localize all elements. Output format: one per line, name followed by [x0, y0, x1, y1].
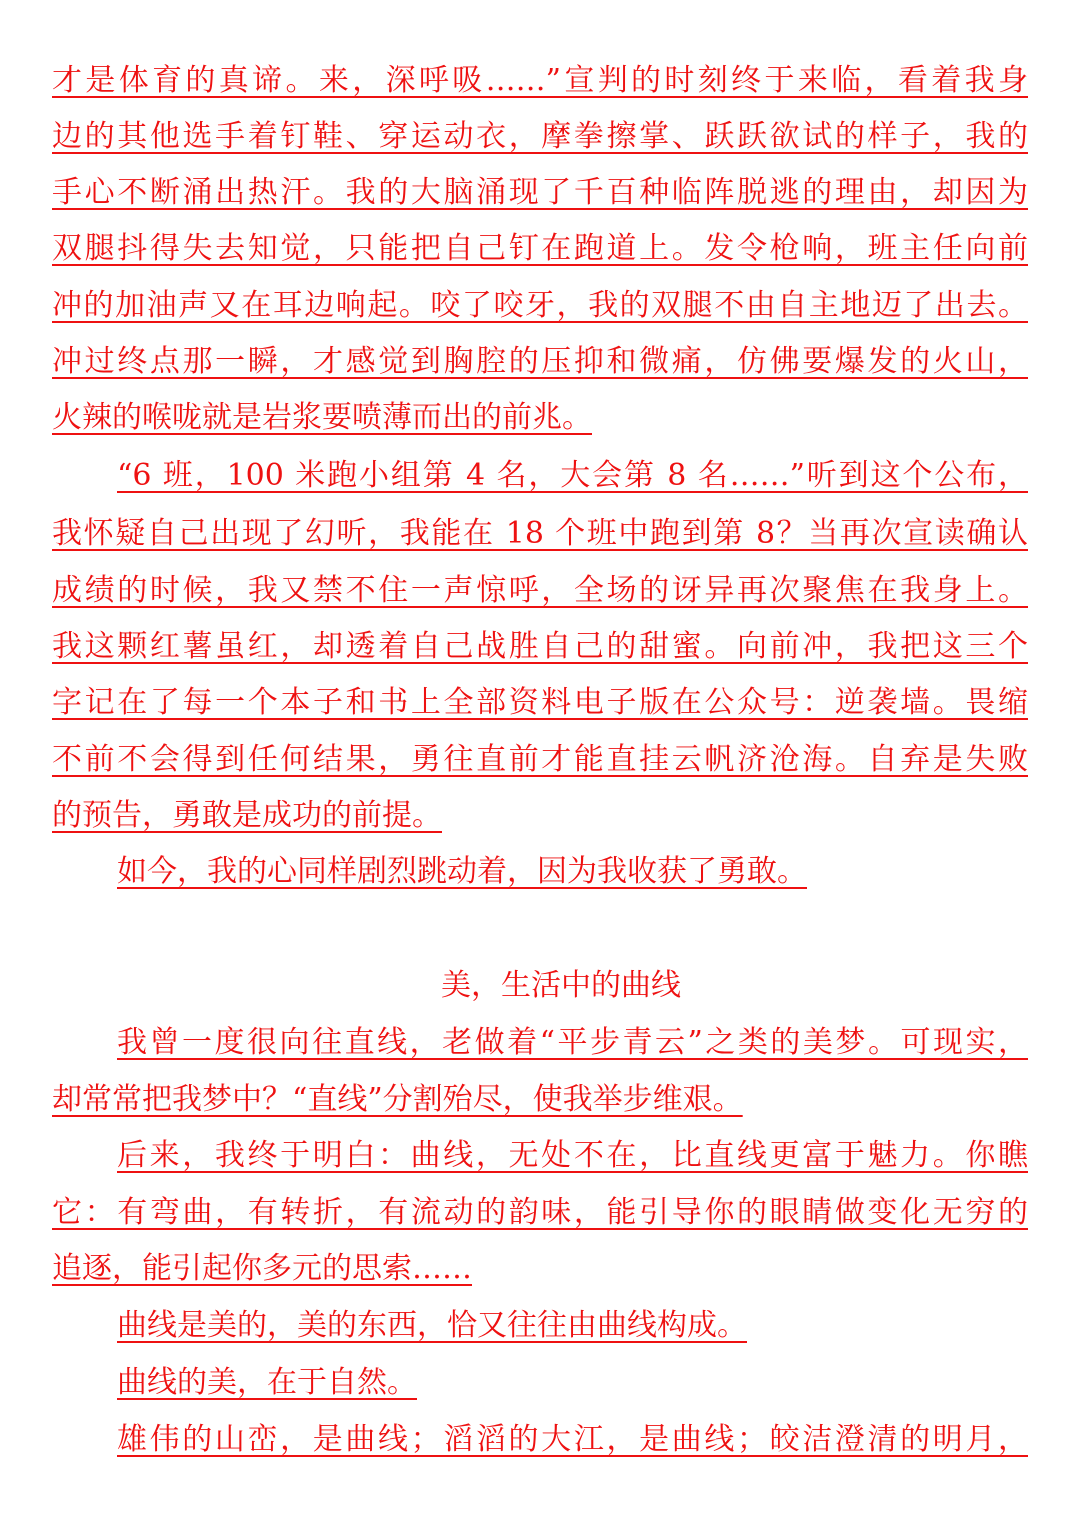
- paragraph-line: 追逐，能引起你多元的思索……: [52, 1251, 472, 1286]
- paragraph-line: 雄伟的山峦，是曲线；滔滔的大江，是曲线；皎洁澄清的明月，: [117, 1422, 1028, 1457]
- paragraph-line: 双腿抖得失去知觉，只能把自己钉在跑道上。发令枪响，班主任向前: [52, 231, 1028, 266]
- paragraph-line: 不前不会得到任何结果，勇往直前才能直挂云帆济沧海。自弃是失败: [52, 742, 1028, 777]
- paragraph-line: 它：有弯曲，有转折，有流动的韵味，能引导你的眼睛做变化无穷的: [52, 1195, 1028, 1230]
- paragraph-line: 冲的加油声又在耳边响起。咬了咬牙，我的双腿不由自主地迈了出去。: [52, 288, 1028, 323]
- paragraph-line: 字记在了每一个本子和书上全部资料电子版在公众号：逆袭墙。畏缩: [52, 685, 1028, 720]
- paragraph-line: 我怀疑自己出现了幻听，我能在 18 个班中跑到第 8？当再次宣读确认: [52, 516, 1028, 551]
- paragraph-line: 我曾一度很向往直线，老做着“平步青云”之类的美梦。可现实，: [117, 1025, 1028, 1060]
- paragraph-line: 曲线的美，在于自然。: [117, 1365, 417, 1400]
- paragraph-line: 却常常把我梦中？“直线”分割殆尽，使我举步维艰。: [52, 1082, 743, 1117]
- paragraph-line: 后来，我终于明白：曲线，无处不在，比直线更富于魅力。你瞧: [117, 1138, 1028, 1173]
- paragraph-line: 才是体育的真谛。来，深呼吸……”宣判的时刻终于来临，看着我身: [52, 63, 1028, 98]
- paragraph-line: “6 班，100 米跑小组第 4 名，大会第 8 名……”听到这个公布，: [117, 458, 1028, 493]
- paragraph-line: 冲过终点那一瞬，才感觉到胸腔的压抑和微痛，仿佛要爆发的火山，: [52, 344, 1028, 379]
- paragraph-line: 火辣的喉咙就是岩浆要喷薄而出的前兆。: [52, 400, 592, 435]
- paragraph-line: 手心不断涌出热汗。我的大脑涌现了千百种临阵脱逃的理由，却因为: [52, 175, 1028, 210]
- paragraph-line: 成绩的时候，我又禁不住一声惊呼，全场的讶异再次聚焦在我身上。: [52, 573, 1028, 608]
- paragraph-line: 如今，我的心同样剧烈跳动着，因为我收获了勇敢。: [117, 854, 807, 889]
- essay-title: 美，生活中的曲线: [441, 968, 681, 1003]
- paragraph-line: 我这颗红薯虽红，却透着自己战胜自己的甜蜜。向前冲，我把这三个: [52, 629, 1028, 664]
- paragraph-line: 边的其他选手着钉鞋、穿运动衣，摩拳擦掌、跃跃欲试的样子，我的: [52, 119, 1028, 154]
- paragraph-line: 曲线是美的，美的东西，恰又往往由曲线构成。: [117, 1308, 747, 1343]
- paragraph-line: 的预告，勇敢是成功的前提。: [52, 798, 442, 833]
